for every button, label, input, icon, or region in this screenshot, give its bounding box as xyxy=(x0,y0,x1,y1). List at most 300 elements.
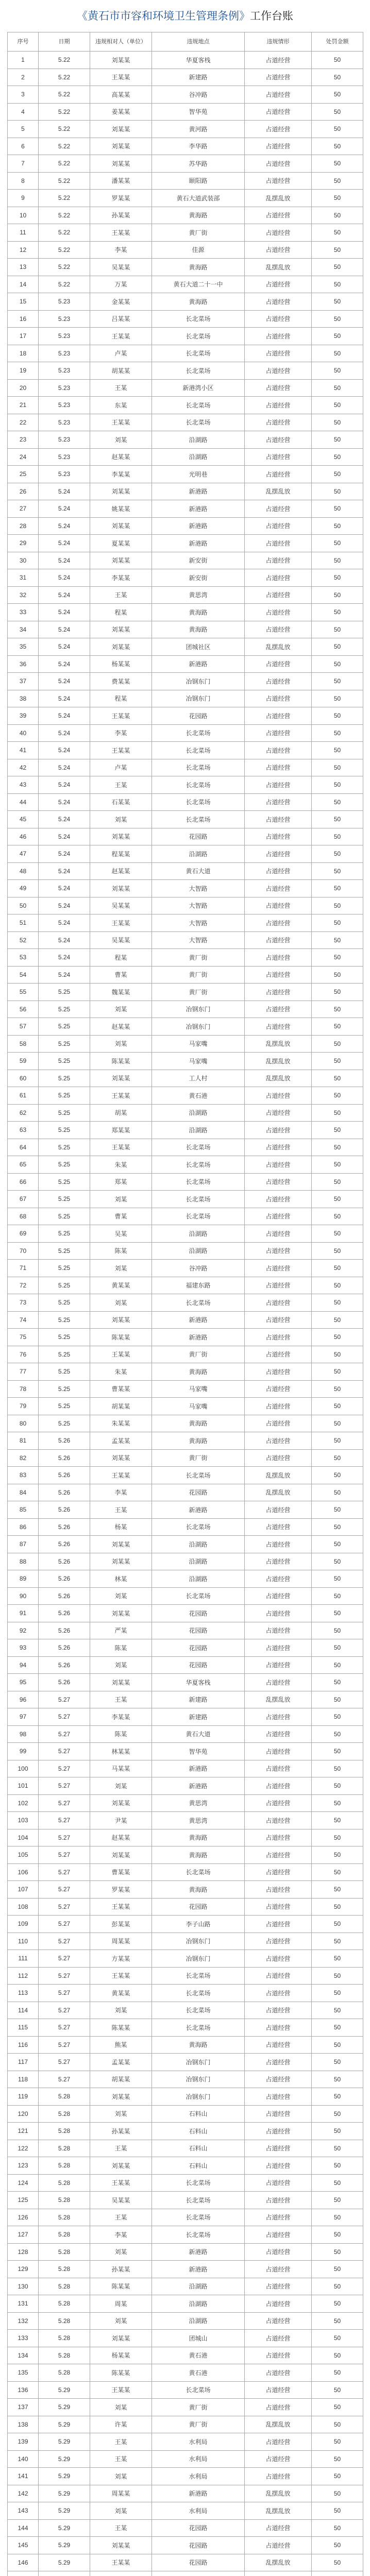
cell-index: 33 xyxy=(8,604,39,621)
cell-violation: 占道经营 xyxy=(245,379,312,397)
cell-index: 30 xyxy=(8,552,39,569)
cell-index: 29 xyxy=(8,535,39,552)
cell-date: 5.22 xyxy=(39,224,90,242)
cell-index: 16 xyxy=(8,310,39,328)
cell-location: 新安街 xyxy=(152,569,245,587)
cell-fine: 50 xyxy=(312,1691,363,1708)
cell-party: 刘某某 xyxy=(90,52,152,69)
cell-index: 118 xyxy=(8,2071,39,2088)
cell-party: 彭某某 xyxy=(90,1916,152,1933)
cell-fine: 50 xyxy=(312,604,363,621)
cell-party: 朱某 xyxy=(90,1363,152,1381)
cell-fine: 50 xyxy=(312,466,363,483)
cell-date: 5.26 xyxy=(39,1587,90,1605)
cell-date: 5.29 xyxy=(39,2450,90,2468)
cell-location: 长北菜场 xyxy=(152,1139,245,1156)
cell-index: 22 xyxy=(8,414,39,431)
cell-index: 57 xyxy=(8,1018,39,1036)
cell-violation: 占道经营 xyxy=(245,2347,312,2364)
cell-index: 3 xyxy=(8,86,39,104)
cell-fine: 50 xyxy=(312,2502,363,2520)
table-row xyxy=(8,604,363,621)
cell-violation: 占道经营 xyxy=(245,431,312,449)
cell-party: 刘某 xyxy=(90,431,152,449)
cell-date: 5.27 xyxy=(39,2054,90,2071)
cell-index: 137 xyxy=(8,2399,39,2416)
cell-date: 5.22 xyxy=(39,103,90,121)
cell-violation: 占道经营 xyxy=(245,862,312,880)
table-row xyxy=(8,190,363,207)
cell-index: 141 xyxy=(8,2468,39,2485)
cell-violation: 占道经营 xyxy=(245,552,312,569)
cell-index: 41 xyxy=(8,742,39,759)
cell-violation: 占道经营 xyxy=(245,811,312,828)
cell-date: 5.28 xyxy=(39,2364,90,2382)
cell-location: 大智路 xyxy=(152,897,245,914)
cell-index: 130 xyxy=(8,2278,39,2295)
cell-index: 83 xyxy=(8,1467,39,1484)
cell-violation: 乱摆乱放 xyxy=(245,2485,312,2502)
cell-location: 黄厂街 xyxy=(152,1346,245,1363)
cell-date: 5.25 xyxy=(39,1208,90,1225)
cell-fine: 50 xyxy=(312,1070,363,1087)
cell-violation: 占道经营 xyxy=(245,1639,312,1657)
cell-violation: 占道经营 xyxy=(245,1415,312,1432)
table-row xyxy=(8,138,363,155)
table-row xyxy=(8,293,363,311)
cell-location: 新港路 xyxy=(152,2261,245,2278)
cell-location: 新港路 xyxy=(152,535,245,552)
cell-fine: 50 xyxy=(312,1863,363,1881)
cell-party: 刘某某 xyxy=(90,1794,152,1812)
page-title xyxy=(0,0,370,32)
cell-fine: 50 xyxy=(312,759,363,776)
cell-location: 黄石大道 xyxy=(152,862,245,880)
cell-location: 冶钢东门 xyxy=(152,1018,245,1036)
table-row xyxy=(8,1656,363,1674)
cell-fine: 50 xyxy=(312,586,363,604)
cell-index: 76 xyxy=(8,1346,39,1363)
cell-index: 56 xyxy=(8,1001,39,1018)
cell-index: 85 xyxy=(8,1501,39,1519)
cell-violation: 占道经营 xyxy=(245,448,312,466)
cell-date: 5.27 xyxy=(39,2019,90,2037)
cell-index: 68 xyxy=(8,1208,39,1225)
cell-fine: 50 xyxy=(312,1415,363,1432)
cell-index: 111 xyxy=(8,1950,39,1968)
cell-violation: 占道经营 xyxy=(245,1518,312,1536)
cell-party: 刘某 xyxy=(90,1001,152,1018)
table-row xyxy=(8,1898,363,1916)
table-row xyxy=(8,1363,363,1381)
cell-date: 5.23 xyxy=(39,397,90,414)
cell-fine: 50 xyxy=(312,776,363,794)
cell-violation: 占道经营 xyxy=(245,1829,312,1846)
cell-party: 吴某某 xyxy=(90,2192,152,2209)
cell-fine: 50 xyxy=(312,1139,363,1156)
table-row xyxy=(8,1587,363,1605)
cell-location: 苏华路 xyxy=(152,155,245,173)
cell-location: 黄海路 xyxy=(152,621,245,638)
table-row xyxy=(8,379,363,397)
cell-location: 长北菜场 xyxy=(152,414,245,431)
cell-date: 5.24 xyxy=(39,638,90,656)
cell-index: 18 xyxy=(8,345,39,362)
cell-party: 赵某某 xyxy=(90,1829,152,1846)
cell-date: 5.29 xyxy=(39,2519,90,2537)
cell-violation: 占道经营 xyxy=(245,1725,312,1743)
cell-index: 140 xyxy=(8,2450,39,2468)
cell-location: 长北菜场 xyxy=(152,776,245,794)
cell-party: 姜某某 xyxy=(90,103,152,121)
cell-violation: 占道经营 xyxy=(245,397,312,414)
cell-index: 53 xyxy=(8,949,39,967)
cell-fine: 50 xyxy=(312,690,363,707)
table-row xyxy=(8,1484,363,1501)
cell-location: 石料山 xyxy=(152,2157,245,2175)
cell-fine: 50 xyxy=(312,655,363,673)
cell-date: 5.24 xyxy=(39,845,90,863)
cell-party: 刘某某 xyxy=(90,1070,152,1087)
cell-index: 27 xyxy=(8,500,39,518)
cell-index: 32 xyxy=(8,586,39,604)
cell-party: 王某某 xyxy=(90,742,152,759)
cell-violation: 占道经营 xyxy=(245,2054,312,2071)
cell-party: 刘某 xyxy=(90,2243,152,2261)
table-row xyxy=(8,500,363,518)
cell-party: 熊某 xyxy=(90,2036,152,2054)
table-row xyxy=(8,310,363,328)
cell-fine: 50 xyxy=(312,1967,363,1985)
cell-index: 101 xyxy=(8,1777,39,1795)
table-row xyxy=(8,2330,363,2347)
cell-fine: 50 xyxy=(312,1035,363,1053)
cell-index: 113 xyxy=(8,1985,39,2002)
cell-violation: 占道经营 xyxy=(245,1191,312,1208)
cell-date: 5.26 xyxy=(39,1484,90,1501)
cell-fine: 50 xyxy=(312,1760,363,1777)
cell-fine: 50 xyxy=(312,155,363,173)
table-row xyxy=(8,1329,363,1346)
cell-location: 水利局 xyxy=(152,2468,245,2485)
cell-party: 王某某 xyxy=(90,69,152,86)
table-row xyxy=(8,1794,363,1812)
cell-location: 黄海路 xyxy=(152,2036,245,2054)
cell-location: 石料山 xyxy=(152,2105,245,2123)
cell-violation: 占道经营 xyxy=(245,1277,312,1294)
cell-fine: 50 xyxy=(312,1346,363,1363)
cell-fine: 50 xyxy=(312,414,363,431)
cell-fine: 50 xyxy=(312,1432,363,1450)
cell-fine: 50 xyxy=(312,845,363,863)
cell-fine: 50 xyxy=(312,2174,363,2192)
cell-party: 王某 xyxy=(90,586,152,604)
cell-party: 罗某某 xyxy=(90,190,152,207)
cell-location: 花园路 xyxy=(152,2519,245,2537)
cell-party: 周某某 xyxy=(90,1933,152,1950)
cell-party: 刘某某 xyxy=(90,880,152,897)
header-location: 违规地点 xyxy=(152,32,245,52)
cell-index: 98 xyxy=(8,1725,39,1743)
table-row xyxy=(8,2450,363,2468)
cell-party: 胡某某 xyxy=(90,362,152,380)
cell-date: 5.25 xyxy=(39,984,90,1001)
cell-index: 46 xyxy=(8,828,39,845)
cell-location: 石料山 xyxy=(152,2140,245,2157)
cell-party: 吴某某 xyxy=(90,897,152,914)
cell-index: 145 xyxy=(8,2537,39,2554)
table-row xyxy=(8,1053,363,1070)
cell-violation: 占道经营 xyxy=(245,949,312,967)
cell-location: 黄海路 xyxy=(152,1415,245,1432)
table-row xyxy=(8,1173,363,1191)
table-row xyxy=(8,1277,363,1294)
cell-violation: 占道经营 xyxy=(245,1536,312,1553)
cell-party: 刘某 xyxy=(90,1656,152,1674)
cell-location: 长北菜场 xyxy=(152,2019,245,2037)
cell-fine: 50 xyxy=(312,2002,363,2019)
cell-violation: 占道经营 xyxy=(245,2192,312,2209)
table-row xyxy=(8,2433,363,2451)
cell-violation: 占道经营 xyxy=(245,1708,312,1726)
cell-fine: 50 xyxy=(312,1881,363,1899)
cell-party: 孙某某 xyxy=(90,207,152,224)
cell-fine: 50 xyxy=(312,1536,363,1553)
cell-fine: 50 xyxy=(312,1001,363,1018)
cell-fine: 50 xyxy=(312,862,363,880)
cell-violation: 乱摆乱放 xyxy=(245,1070,312,1087)
cell-date: 5.24 xyxy=(39,811,90,828)
cell-party: 陈某 xyxy=(90,1639,152,1657)
cell-index: 24 xyxy=(8,448,39,466)
cell-party: 李某某 xyxy=(90,466,152,483)
cell-index: 70 xyxy=(8,1242,39,1260)
cell-location: 长北菜场 xyxy=(152,793,245,811)
cell-index: 91 xyxy=(8,1605,39,1622)
table-row xyxy=(8,1846,363,1864)
cell-violation: 占道经营 xyxy=(245,2330,312,2347)
table-row xyxy=(8,1639,363,1657)
cell-index: 99 xyxy=(8,1743,39,1760)
table-row xyxy=(8,1449,363,1467)
table-row xyxy=(8,1294,363,1312)
cell-location: 团城山 xyxy=(152,2330,245,2347)
cell-date: 5.28 xyxy=(39,2174,90,2192)
cell-index: 64 xyxy=(8,1139,39,1156)
table-row xyxy=(8,1242,363,1260)
cell-violation: 占道经营 xyxy=(245,1087,312,1105)
cell-index: 45 xyxy=(8,811,39,828)
cell-date: 5.26 xyxy=(39,1656,90,1674)
cell-index: 7 xyxy=(8,155,39,173)
table-row xyxy=(8,1346,363,1363)
table-row xyxy=(8,448,363,466)
table-row xyxy=(8,2002,363,2019)
cell-violation: 占道经营 xyxy=(245,224,312,242)
cell-index: 74 xyxy=(8,1311,39,1329)
table-row xyxy=(8,724,363,742)
cell-fine: 50 xyxy=(312,1277,363,1294)
table-row xyxy=(8,966,363,984)
cell-location: 冶钢东门 xyxy=(152,1950,245,1968)
table-row xyxy=(8,569,363,587)
cell-index: 80 xyxy=(8,1415,39,1432)
cell-index: 10 xyxy=(8,207,39,224)
cell-date: 5.25 xyxy=(39,1260,90,1277)
cell-location: 长北菜场 xyxy=(152,2226,245,2244)
cell-party: 刘某某 xyxy=(90,2330,152,2347)
cell-index: 88 xyxy=(8,1553,39,1570)
cell-violation: 占道经营 xyxy=(245,724,312,742)
cell-party: 胡某某 xyxy=(90,2071,152,2088)
cell-location: 花园路 xyxy=(152,1622,245,1639)
cell-date: 5.25 xyxy=(39,1001,90,1018)
cell-date: 5.24 xyxy=(39,949,90,967)
cell-location: 长北菜场 xyxy=(152,345,245,362)
cell-party: 孙某某 xyxy=(90,2123,152,2140)
cell-party: 杨某某 xyxy=(90,655,152,673)
cell-fine: 50 xyxy=(312,207,363,224)
cell-location: 黄海路 xyxy=(152,1881,245,1899)
cell-party: 王某 xyxy=(90,2450,152,2468)
cell-violation: 占道经营 xyxy=(245,2002,312,2019)
table-row xyxy=(8,1829,363,1846)
table-row xyxy=(8,1708,363,1726)
cell-party: 王某某 xyxy=(90,1898,152,1916)
cell-location: 长北菜场 xyxy=(152,724,245,742)
cell-date: 5.29 xyxy=(39,2381,90,2399)
cell-party: 周某某 xyxy=(90,2485,152,2502)
cell-fine: 50 xyxy=(312,397,363,414)
cell-date: 5.24 xyxy=(39,621,90,638)
table-row xyxy=(8,1191,363,1208)
table-row xyxy=(8,2399,363,2416)
table-row xyxy=(8,1725,363,1743)
cell-fine: 50 xyxy=(312,1311,363,1329)
cell-violation: 占道经营 xyxy=(245,621,312,638)
cell-party: 罗某某 xyxy=(90,1881,152,1899)
cell-fine: 50 xyxy=(312,2088,363,2106)
cell-location: 黄石大道 xyxy=(152,1725,245,1743)
cell-date: 5.26 xyxy=(39,1449,90,1467)
cell-location: 黄石大道武装部 xyxy=(152,190,245,207)
cell-party: 王某 xyxy=(90,2433,152,2451)
header-party: 违规相对人（单位） xyxy=(90,32,152,52)
cell-date: 5.27 xyxy=(39,1950,90,1968)
cell-index: 49 xyxy=(8,880,39,897)
cell-violation: 占道经营 xyxy=(245,2209,312,2226)
table-row xyxy=(8,276,363,293)
table-row xyxy=(8,397,363,414)
cell-fine: 50 xyxy=(312,2105,363,2123)
cell-date: 5.24 xyxy=(39,742,90,759)
cell-date: 5.22 xyxy=(39,276,90,293)
cell-violation: 占道经营 xyxy=(245,155,312,173)
cell-location: 沿湖路 xyxy=(152,2312,245,2330)
cell-location: 黄海路 xyxy=(152,207,245,224)
cell-violation: 占道经营 xyxy=(245,793,312,811)
table-row xyxy=(8,345,363,362)
cell-violation: 占道经营 xyxy=(245,276,312,293)
cell-date: 5.24 xyxy=(39,880,90,897)
cell-location: 沿湖路 xyxy=(152,1104,245,1122)
cell-violation xyxy=(245,2571,312,2576)
table-row xyxy=(8,2105,363,2123)
cell-party: 刘某 xyxy=(90,1260,152,1277)
cell-index: 8 xyxy=(8,172,39,190)
cell-date: 5.26 xyxy=(39,1570,90,1588)
cell-violation: 占道经营 xyxy=(245,310,312,328)
cell-fine: 50 xyxy=(312,517,363,535)
cell-party: 费某某 xyxy=(90,673,152,690)
cell-violation: 乱摆乱放 xyxy=(245,1035,312,1053)
cell-location: 沿湖路 xyxy=(152,1242,245,1260)
cell-violation: 占道经营 xyxy=(245,2036,312,2054)
cell-fine: 50 xyxy=(312,1087,363,1105)
cell-violation: 占道经营 xyxy=(245,2433,312,2451)
cell-fine: 50 xyxy=(312,2399,363,2416)
cell-violation: 占道经营 xyxy=(245,569,312,587)
cell-fine: 50 xyxy=(312,2243,363,2261)
cell-index: 58 xyxy=(8,1035,39,1053)
cell-fine: 50 xyxy=(312,224,363,242)
cell-index: 107 xyxy=(8,1881,39,1899)
cell-location: 黄海路 xyxy=(152,259,245,276)
table-row xyxy=(8,1863,363,1881)
cell-fine: 50 xyxy=(312,2071,363,2088)
cell-date: 5.22 xyxy=(39,121,90,138)
cell-date: 5.29 xyxy=(39,2468,90,2485)
cell-index: 96 xyxy=(8,1691,39,1708)
cell-fine: 50 xyxy=(312,1605,363,1622)
cell-fine: 50 xyxy=(312,1708,363,1726)
cell-date: 5.25 xyxy=(39,1398,90,1415)
cell-date: 5.23 xyxy=(39,310,90,328)
cell-index: 124 xyxy=(8,2174,39,2192)
table-row xyxy=(8,466,363,483)
table-row xyxy=(8,2537,363,2554)
cell-fine: 50 xyxy=(312,1587,363,1605)
cell-index: 79 xyxy=(8,1398,39,1415)
cell-location: 新安街 xyxy=(152,552,245,569)
cell-fine: 50 xyxy=(312,1829,363,1846)
cell-fine: 50 xyxy=(312,2226,363,2244)
cell-index: 106 xyxy=(8,1863,39,1881)
table-row xyxy=(8,742,363,759)
cell-date: 5.24 xyxy=(39,517,90,535)
cell-fine: 50 xyxy=(312,828,363,845)
cell-party: 程某某 xyxy=(90,845,152,863)
cell-fine: 50 xyxy=(312,880,363,897)
cell-violation: 占道经营 xyxy=(245,1104,312,1122)
cell-location: 新港路 xyxy=(152,483,245,500)
cell-index: 87 xyxy=(8,1536,39,1553)
cell-fine: 50 xyxy=(312,2036,363,2054)
cell-location: 李华路 xyxy=(152,138,245,155)
cell-date: 5.23 xyxy=(39,362,90,380)
cell-party: 卢某 xyxy=(90,345,152,362)
table-row xyxy=(8,2485,363,2502)
cell-violation: 占道经营 xyxy=(245,1294,312,1312)
table-row xyxy=(8,1743,363,1760)
table-row xyxy=(8,2157,363,2175)
cell-fine: 50 xyxy=(312,1380,363,1398)
cell-party: 李某 xyxy=(90,241,152,259)
cell-date: 5.27 xyxy=(39,1846,90,1864)
table-row xyxy=(8,2571,363,2576)
cell-index: 108 xyxy=(8,1898,39,1916)
cell-violation: 占道经营 xyxy=(245,2399,312,2416)
